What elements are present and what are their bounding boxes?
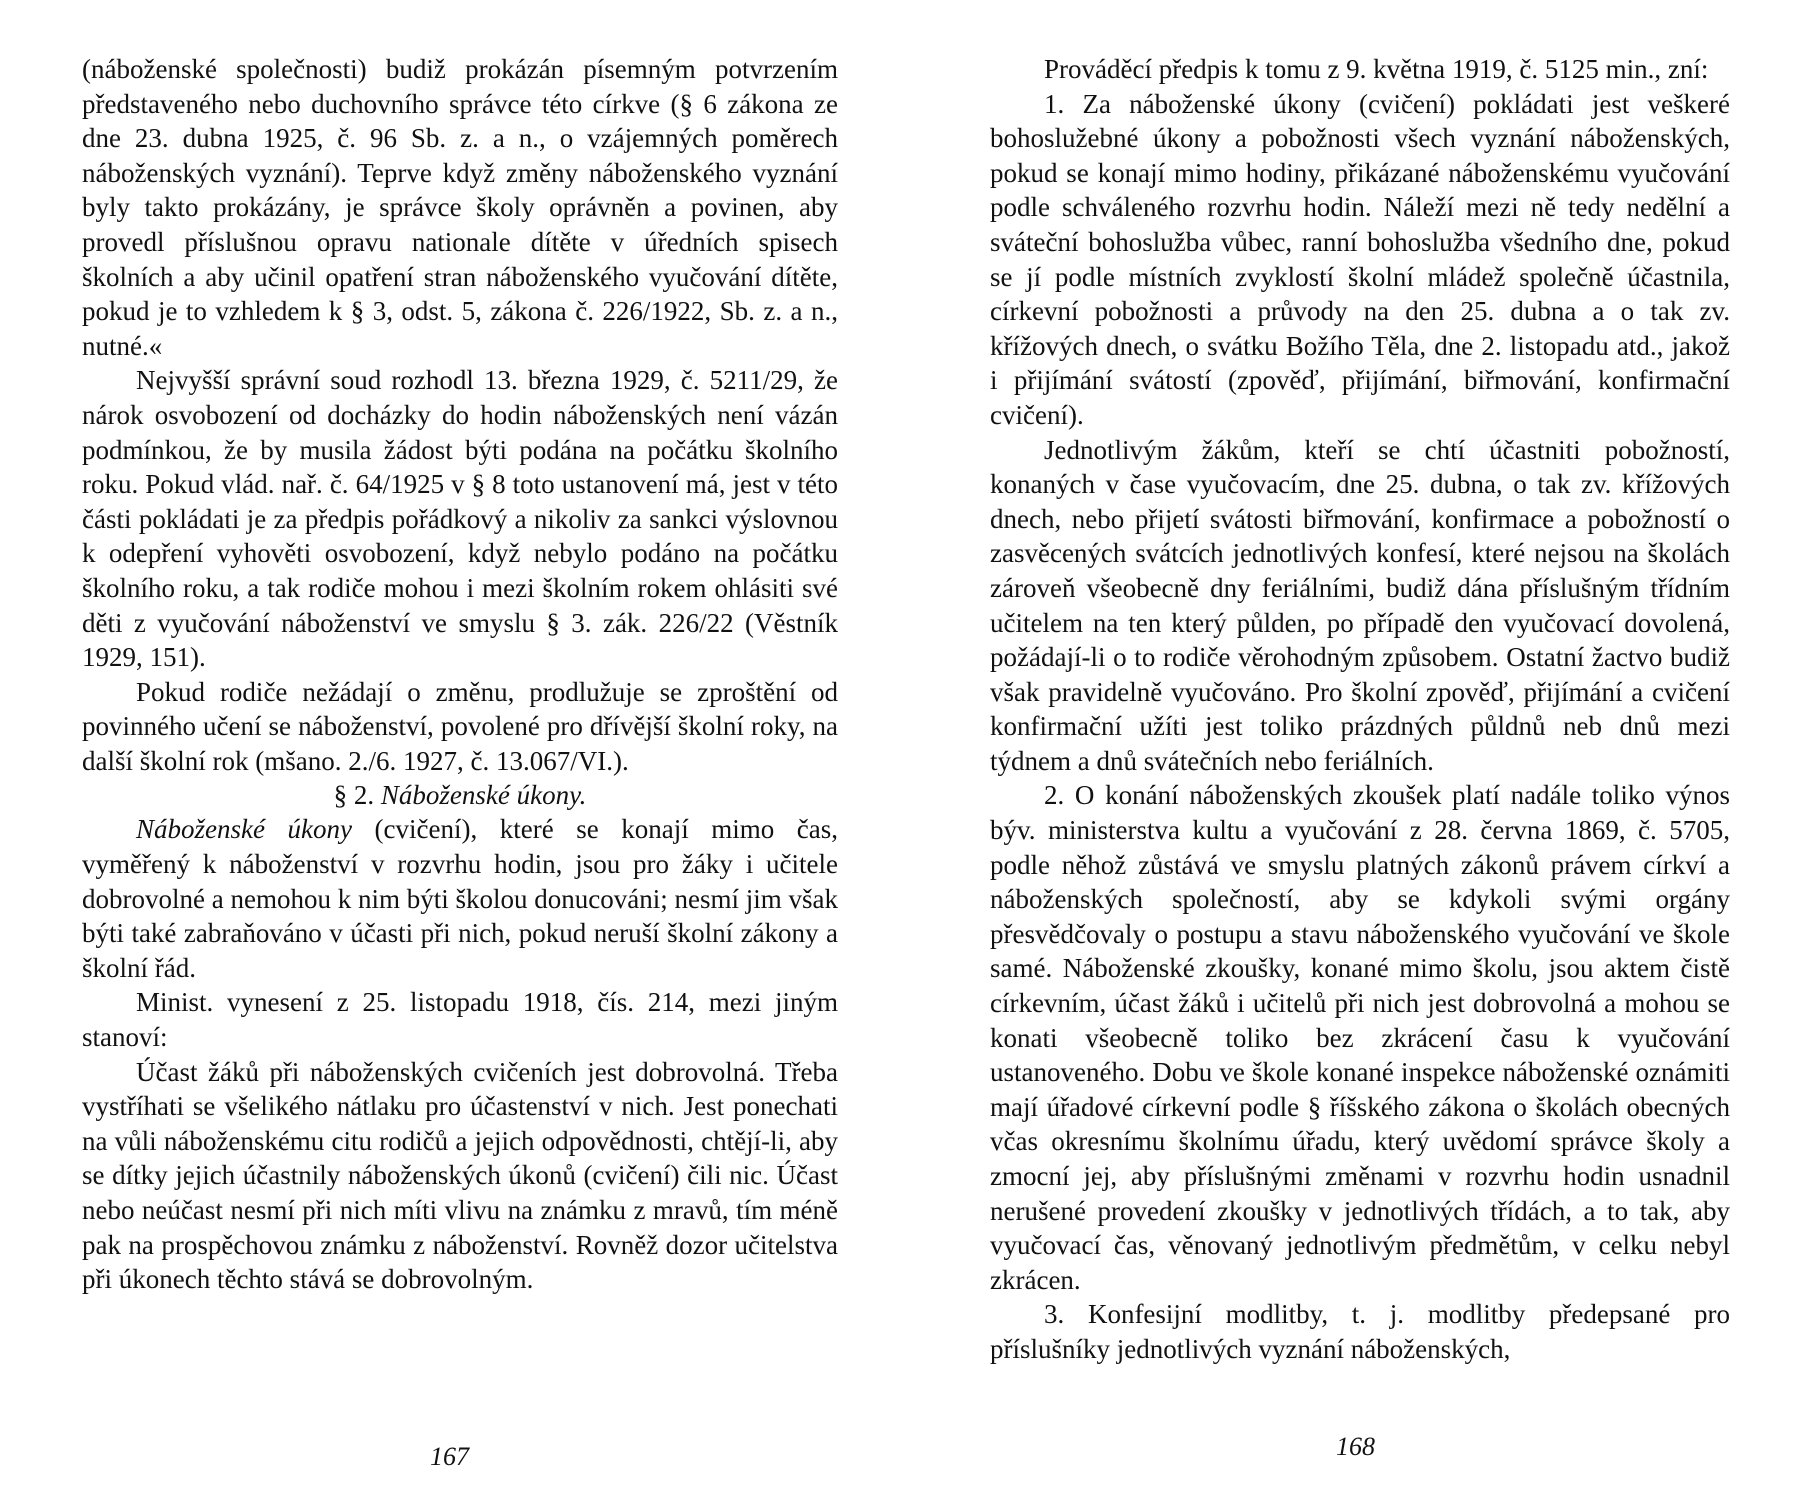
left-page-number: 167: [430, 1442, 469, 1471]
right-paragraph-1: Prováděcí předpis k tomu z 9. května 1919, č. 5125 min., zní:: [1044, 54, 1709, 84]
section-title: Náboženské úkony.: [380, 780, 587, 811]
right-paragraph-2: 1. Za náboženské úkony (cvičení) pokládati jest veškeré bohoslužebné úkony a pobožnosti všech vyznání náboženských, pokud se konají mimo hodiny, přikázané náboženskému vyučování podle schváleného rozvrhu hodin. Náleží mezi ně tedy nedělní a sváteční bohoslužba vůbec, ranní bohoslužba všedního dne, pokud se jí podle místních zvyklostí školní mládež společně účastnila, církevní pobožnosti a průvody na den 25. dubna a o tak zv. křížových dnech, o svátku Božího Těla, dne 2. listopadu atd., jakož i přijímání svátostí (zpověď, přijímání, biřmování, konfirmační cvičení).: [990, 88, 1730, 430]
right-paragraph-3: Jednotlivým žákům, kteří se chtí účastniti pobožností, konaných v čase vyučovacím, dne 25. dubna, o tak zv. křížových dnech, nebo přijetí svátosti biřmování, konfirmace a pobožností o zasvěcených svátcích jednotlivých konfesí, které nejsou na školách zároveň všeobecně dny feriálními, budiž dána příslušným třídním učitelem na ten který půlden, po případě den vyučovací dovolená, požádají-li o to rodiče věrohodným způsobem. Ostatní žactvo budiž však pravidelně vyučováno. Pro školní zpověď, přijímání a cvičení konfirmační užíti jest toliko prázdných půldnů neb dnů mezi týdnem a dnů svátečních nebo feriálních.: [990, 434, 1730, 776]
right-page-body: [990, 52, 1730, 1367]
right-page-number: 168: [1336, 1432, 1375, 1461]
left-paragraph-3: Pokud rodiče nežádají o změnu, prodlužuje se zproštění od povinného učení se náboženství, povolené pro dřívější školní roky, na další školní rok (mšano. 2./6. 1927, č. 13.067/VI.).: [82, 676, 838, 776]
left-page-body: [82, 52, 838, 1297]
section-lead-rest: (cvičení), které se konají mimo čas, vyměřený k náboženství v rozvrhu hodin, jsou pro žáky i učitele dobrovolné a nemohou k nim býti školou donucováni; nesmí jim však býti také zabraňováno v účasti při nich, pokud neruší školní zákony a školní řád.: [82, 814, 839, 983]
left-paragraph-2: Nejvyšší správní soud rozhodl 13. března 1929, č. 5211/29, že nárok osvobození od docházky do hodin náboženských není vázán podmínkou, že by musila žádost býti podána na počátku školního roku. Pokud vlád. nař. č. 64/1925 v § 8 toto ustanovení má, jest v této části pokládati je za předpis pořádkový a nikoliv za sankci výslovnou k odepření vyhověti osvobození, když nebylo podáno na počátku školního roku, a tak rodiče mohou i mezi školním rokem ohlásiti své děti z vyučování náboženství ve smyslu § 3. zák. 226/22 (Věstník 1929, 151).: [82, 365, 838, 673]
section-number: § 2.: [333, 780, 375, 811]
left-page: [82, 52, 838, 1297]
right-paragraph-5: 3. Konfesijní modlitby, t. j. modlitby předepsané pro příslušníky jednotlivých vyznání náboženských,: [990, 1299, 1730, 1364]
right-paragraph-4: 2. O konání náboženských zkoušek platí nadále toliko výnos býv. ministerstva kultu a vyučování z 28. června 1869, č. 5705, podle něhož zůstává ve smyslu platných zákonů právem církví a náboženských společností, aby se kdykoli svými orgány přesvědčovaly o postupu a stavu náboženského vyučování ve škole samé. Náboženské zkoušky, konané mimo školu, jsou aktem čistě církevním, účast žáků i učitelů při nich jest dobrovolná a mohou se konati všeobecně toliko bez zkrácení času k vyučování ustanoveného. Dobu ve škole konané inspekce náboženské oznámiti mají úřadové církevní podle § říšského zákona o školách obecných včas okresnímu školnímu úřadu, který uvědomí správce školy a zmocní jej, aby příslušnými změnami v rozvrhu hodin usnadnil nerušené provedení zkoušky v jednotlivých třídách, a to tak, aby vyučovací čas, věnovaný jednotlivým předmětům, v celku nebyl zkrácen.: [990, 780, 1730, 1295]
left-paragraph-1: (náboženské společnosti) budiž prokázán písemným potvrzením představeného nebo duchovního správce této církve (§ 6 zákona ze dne 23. dubna 1925, č. 96 Sb. z. a n., o vzájemných poměrech náboženských vyznání). Teprve když změny náboženského vyznání byly takto prokázány, je správce školy oprávněn a povinen, aby provedl příslušnou opravu nationale dítěte v úředních spisech školních a aby učinil opatření stran náboženského vyučování dítěte, pokud je to vzhledem k § 3, odst. 5, zákona č. 226/1922, Sb. z. a n., nutné.«: [82, 54, 838, 361]
right-page: [990, 52, 1730, 1367]
section-lead-italic: Náboženské úkony: [136, 814, 352, 845]
left-paragraph-after-2: Účast žáků při náboženských cvičeních jest dobrovolná. Třeba vystříhati se všelikého nátlaku pro účastenství v nich. Jest ponechati na vůli náboženskému citu rodičů a jejich odpovědnosti, chtějí-li, aby se dítky jejich účastnily náboženských úkonů (cvičení) čili nic. Účast nebo neúčast nesmí při nich míti vlivu na známku z mravů, tím méně pak na prospěchovou známku z náboženství. Rovněž dozor učitelstva při úkonech těchto stává se dobrovolným.: [82, 1056, 838, 1295]
left-paragraph-after-1: Minist. vynesení z 25. listopadu 1918, čís. 214, mezi jiným stanoví:: [82, 987, 838, 1053]
section-heading: [82, 778, 838, 812]
section-lead-paragraph: [82, 812, 838, 985]
